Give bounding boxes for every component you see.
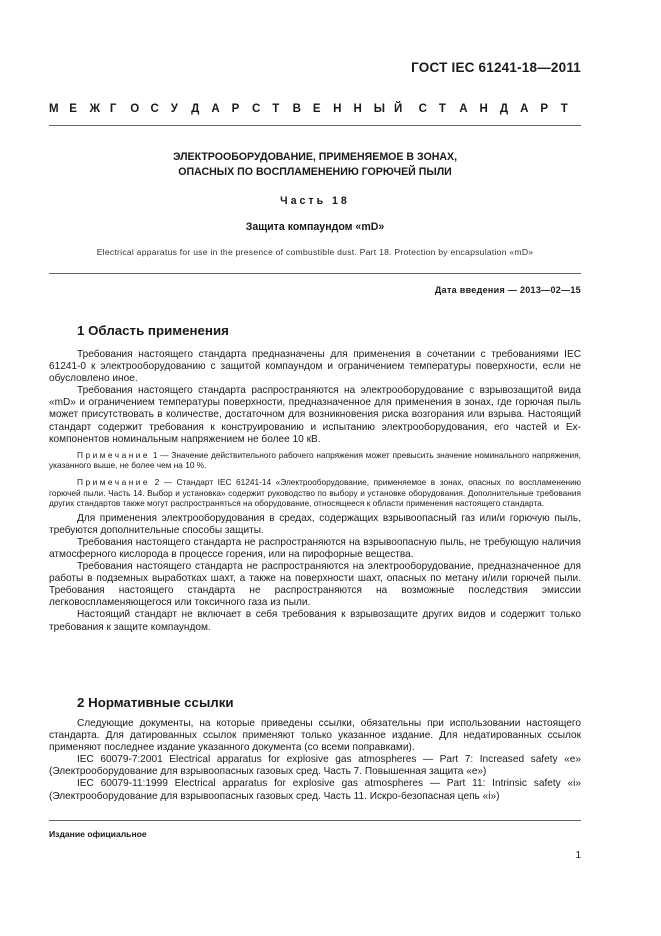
banner-letter: Ж [89, 103, 100, 115]
subtitle: Защита компаундом «mD» [245, 221, 385, 233]
standard-code: ГОСТ IEC 61241-18—2011 [411, 60, 581, 75]
official-edition-label: Издание официальное [49, 829, 147, 839]
note-2 [49, 477, 581, 509]
banner-letter: А [211, 103, 220, 115]
banner-letter: Е [312, 103, 321, 115]
note-label: Примечание [77, 449, 151, 460]
banner-letter: Н [353, 103, 362, 115]
banner-letter: А [520, 103, 529, 115]
banner-letter: Е [69, 103, 77, 115]
banner-letter: Р [231, 103, 240, 115]
note-1 [49, 450, 581, 471]
paragraph: Требования настоящего стандарта распространяются на электрооборудование с взрывозащитой вида «mD» и ограничением температуры поверхности, предназначенное для применения в зонах, где горючая пыль может присутствовать в количестве, достаточном для возникновения риска возгорания или взрыва. Настоящий стандарт содержит требования к конструированию и испытанию электрооборудования, его частей и Ex-компонентов номинальным напряжением не более 10 кВ. [49, 385, 581, 445]
title-line-2: ОПАСНЫХ ПО ВОСПЛАМЕНЕНИЮ ГОРЮЧЕЙ ПЫЛИ [178, 166, 452, 178]
banner-letter: Р [540, 103, 549, 115]
section-2-body [49, 718, 581, 803]
note-text: 1 — Значение действительного рабочего напряжения может превысить значение номинального напряжения, указанного выше, не более чем на 10 %. [49, 449, 581, 471]
banner-letter: Д [499, 103, 509, 115]
english-title: Electrical apparatus for use in the presence of combustible dust. Part 18. Protection by encapsulation «mD» [96, 247, 534, 257]
banner-letter: У [170, 103, 178, 115]
banner-letter: С [418, 103, 427, 115]
banner-word-standard [419, 103, 581, 115]
section-1-body [49, 349, 581, 634]
note-label: Примечание [77, 476, 151, 487]
interstate-standard-banner [49, 103, 581, 115]
banner-letter: Ы [373, 103, 386, 115]
banner-letter: М [49, 103, 59, 115]
paragraph: Настоящий стандарт не включает в себя требования к взрывозащите других видов и содержит только требования к защите компаундом. [49, 609, 581, 633]
banner-letter: Г [109, 103, 117, 115]
banner-letter: Т [438, 103, 446, 115]
section-2-heading: 2 Нормативные ссылки [77, 695, 234, 710]
paragraph: Следующие документы, на которые приведены ссылки, обязательны при использовании настоящего стандарта. Для датированных ссылок применяют только указанное издание. Для недатированных ссылок применяют последнее издание указанного документа (со всеми поправками). [49, 718, 581, 754]
banner-letter: С [150, 103, 159, 115]
header-divider [49, 125, 581, 126]
banner-letter: С [251, 103, 261, 115]
banner-letter: Д [191, 103, 200, 115]
paragraph: Требования настоящего стандарта предназначены для применения в сочетании с требованиями IEC 61241-0 к электрооборудованию с защитой компаундом и ограничением температуры поверхности, если не обусловлено иное. [49, 349, 581, 385]
banner-letter: О [130, 103, 140, 115]
banner-letter: В [292, 103, 301, 115]
reference-item: IEC 60079-11:1999 Electrical apparatus for explosive gas atmospheres — Part 11: Intrinsic safety «i» (Электрооборудование для взрывоопасных газовых сред. Часть 11. Искро-безопасная цепь «i») [49, 778, 581, 802]
paragraph: Требования настоящего стандарта не распространяются на электрооборудование, предназначенное для работы в подземных выработках шахт, а также на поверхности шахт, опасных по метану и/или горючей пыли. Требования настоящего стандарта не распространяются на возможные последствия эмиссии легковоспламеняющегося или токсичного газа из пыли. [49, 561, 581, 609]
banner-letter: Й [394, 103, 403, 115]
title-line-1: ЭЛЕКТРООБОРУДОВАНИЕ, ПРИМЕНЯЕМОЕ В ЗОНАХ, [172, 151, 458, 163]
banner-letter: Т [272, 103, 280, 115]
page-number: 1 [575, 850, 581, 861]
part-label: Часть 18 [280, 195, 350, 207]
banner-word-interstate [49, 103, 414, 115]
banner-letter: Н [333, 103, 342, 115]
banner-letter: А [459, 103, 468, 115]
title-divider [49, 273, 581, 274]
introduction-date: Дата введения — 2013—02—15 [434, 285, 581, 295]
banner-letter: Н [479, 103, 488, 115]
title-block [49, 150, 581, 257]
footer-divider [49, 820, 581, 821]
section-1-heading: 1 Область применения [77, 323, 229, 338]
paragraph: Для применения электрооборудования в средах, содержащих взрывоопасный газ или/и горючую пыль, требуются дополнительные способы защиты. [49, 512, 581, 536]
banner-letter: Т [560, 103, 568, 115]
reference-item: IEC 60079-7:2001 Electrical apparatus for explosive gas atmospheres — Part 7: Increased safety «e» (Электрооборудование для взрывоопасных газовых сред. Часть 7. Повышенная защита «e») [49, 754, 581, 778]
note-text: 2 — Стандарт IEC 61241-14 «Электрооборудование, применяемое в зонах, опасных по воспламенению горючей пыли. Часть 14. Выбор и установка» содержит руководство по выбору и установке оборудования. Дополнительные требования других стандартов также могут распространяться на оборудование, относящееся к области применения настоящего стандарта. [49, 476, 581, 509]
paragraph: Требования настоящего стандарта не распространяются на взрывоопасную пыль, не требующую наличия атмосферного кислорода в процессе горения, или на пирофорные вещества. [49, 536, 581, 560]
